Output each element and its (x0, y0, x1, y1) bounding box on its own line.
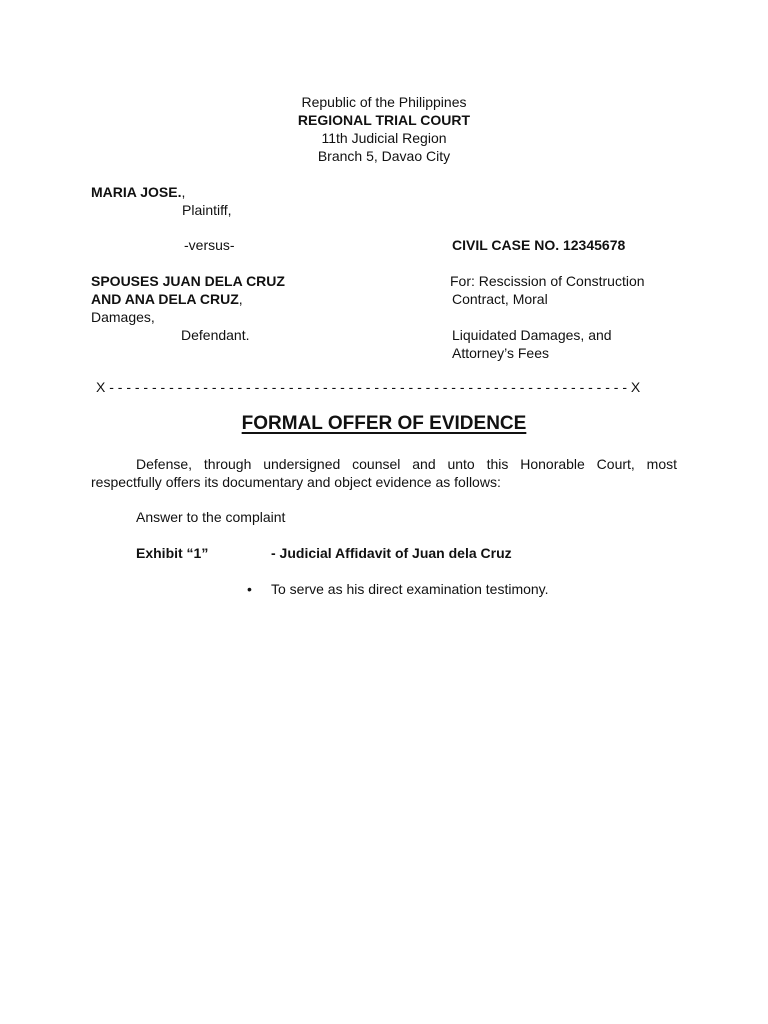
exhibit-description: - Judicial Affidavit of Juan dela Cruz (271, 545, 512, 561)
plaintiff-comma: , (181, 184, 186, 200)
bullet-icon: • (247, 581, 252, 597)
document-title: FORMAL OFFER OF EVIDENCE (241, 413, 527, 434)
republic-heading: Republic of the Philippines (301, 94, 467, 110)
nature-line3: Liquidated Damages, and (452, 327, 612, 343)
region-heading: 11th Judicial Region (321, 130, 447, 146)
court-heading: REGIONAL TRIAL COURT (297, 112, 471, 128)
plaintiff-role: Plaintiff, (182, 202, 232, 218)
nature-line2: Contract, Moral (452, 291, 548, 307)
section-heading: Answer to the complaint (136, 509, 286, 525)
damages-text: Damages, (91, 309, 155, 325)
plaintiff-name-line (91, 183, 185, 201)
defendant-name-line1: SPOUSES JUAN DELA CRUZ (91, 273, 285, 289)
plaintiff-name: MARIA JOSE. (91, 184, 182, 200)
versus-text: -versus- (184, 237, 235, 253)
exhibit-purpose: To serve as his direct examination testimony. (271, 581, 549, 597)
branch-heading: Branch 5, Davao City (317, 148, 451, 164)
intro-paragraph: Defense, through undersigned counsel and unto this Honorable Court, most respectfully offers its documentary and object evidence as follows: (91, 456, 677, 490)
exhibit-label: Exhibit “1” (136, 545, 209, 561)
defendant-comma: , (238, 291, 243, 307)
nature-line1: For: Rescission of Construction (450, 273, 645, 289)
caption-separator: X - - - - - - - - - - - - - - - - - - - - - - - - - - - - - - - - - - - - - - - - - - - - - - - - - - - - - - - - - - - - - X (96, 379, 641, 395)
defendant-name-line2: AND ANA DELA CRUZ (91, 291, 239, 307)
case-number: CIVIL CASE NO. 12345678 (452, 237, 626, 253)
nature-line4: Attorney’s Fees (452, 345, 550, 361)
defendant-role: Defendant. (181, 327, 250, 343)
defendant-name-line2-wrap (91, 290, 243, 308)
